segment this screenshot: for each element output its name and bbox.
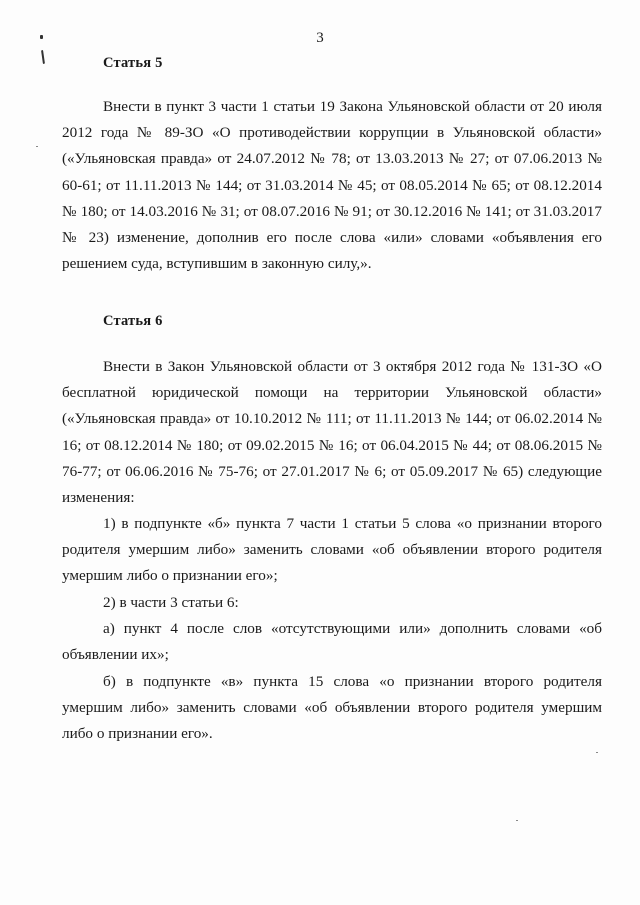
article-5-heading: Статья 5 xyxy=(103,55,163,71)
scan-artifact xyxy=(41,50,45,64)
page-number: 3 xyxy=(316,30,324,46)
article-5-paragraph: Внести в пункт 3 части 1 статьи 19 Закона Ульяновской области от 20 июля 2012 года № 89-ЗО «О противодействии коррупции в Ульяновской области» («Ульяновская правда» от 24.07.2012 № 78; от 13.03.2013 № 27; от 07.06.2013 № 60-61; от 11.11.2013 № 144; от 31.03.2014 № 45; от 08.05.2014 № 65; от 08.12.2014 № 180; от 14.03.2016 № 31; от 08.07.2016 № 91; от 30.12.2016 № 141; от 31.03.2017 № 23) изменение, дополнив его после слова «или» словами «объявления его решением суда, вступившим в законную силу,». xyxy=(62,98,602,273)
article-6-heading: Статья 6 xyxy=(103,313,163,329)
article-6-item-2b: б) в подпункте «в» пункта 15 слова «о признании второго родителя умершим либо» заменить словами «об объявлении второго родителя умершим либо о признании его». xyxy=(62,673,602,743)
scan-speck xyxy=(36,146,38,147)
scan-speck xyxy=(596,752,598,753)
scan-speck xyxy=(516,820,518,821)
article-6-intro: Внести в Закон Ульяновской области от 3 октября 2012 года № 131-ЗО «О бесплатной юридической помощи на территории Ульяновской области» («Ульяновская правда» от 10.10.2012 № 111; от 11.11.2013 № 144; от 06.02.2014 № 16; от 08.12.2014 № 180; от 09.02.2015 № 16; от 06.04.2015 № 44; от 08.06.2015 № 76-77; от 06.06.2016 № 75-76; от 27.01.2017 № 6; от 05.09.2017 № 65) следующие изменения: xyxy=(62,358,602,507)
article-6-item-1: 1) в подпункте «б» пункта 7 части 1 статьи 5 слова «о признании второго родителя умершим либо» заменить словами «об объявлении второго родителя умершим либо о признании его»; xyxy=(62,515,602,585)
article-6-item-2a: а) пункт 4 после слов «отсутствующими или» дополнить словами «об объявлении их»; xyxy=(62,620,602,664)
article-6-item-2: 2) в части 3 статьи 6: xyxy=(103,594,239,611)
